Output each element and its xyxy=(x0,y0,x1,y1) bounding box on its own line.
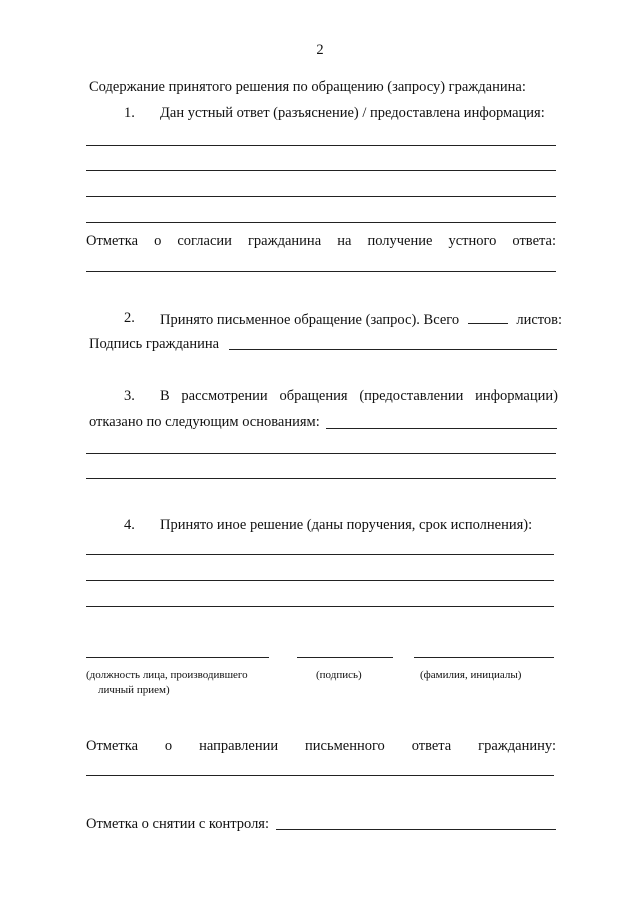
direction-word: Отметка xyxy=(86,738,139,754)
caption-position-line2: личный прием) xyxy=(98,684,170,696)
item3-word: (предоставлении xyxy=(359,388,464,404)
refusal-reason-line-1[interactable] xyxy=(326,428,557,429)
item2-text xyxy=(160,309,562,329)
item2-number: 2. xyxy=(124,310,135,326)
consent-word: ответа: xyxy=(512,233,556,249)
other-decision-line-2[interactable] xyxy=(86,580,554,581)
refusal-reason-line-3[interactable] xyxy=(86,478,556,479)
direction-word: о xyxy=(164,738,173,754)
official-position-line[interactable] xyxy=(86,657,269,658)
caption-position-line1: (должность лица, производившего xyxy=(86,669,248,681)
consent-word: на xyxy=(337,233,352,249)
control-removal-label: Отметка о снятии с контроля: xyxy=(86,816,269,832)
direction-word: направлении xyxy=(199,738,279,754)
section-header: Содержание принятого решения по обращению (запросу) гражданина: xyxy=(89,79,526,95)
official-name-line[interactable] xyxy=(414,657,554,658)
consent-word: Отметка xyxy=(86,233,139,249)
item3-line2: отказано по следующим основаниям: xyxy=(89,414,320,430)
consent-word: гражданина xyxy=(247,233,322,249)
item1-number: 1. xyxy=(124,105,135,121)
official-signature-line[interactable] xyxy=(297,657,393,658)
consent-word: согласии xyxy=(177,233,232,249)
citizen-signature-line[interactable] xyxy=(229,349,557,350)
other-decision-line-3[interactable] xyxy=(86,606,554,607)
item1-answer-line-1[interactable] xyxy=(86,145,556,146)
item3-word: информации) xyxy=(475,388,558,404)
caption-name: (фамилия, инициалы) xyxy=(420,669,522,681)
consent-line[interactable] xyxy=(86,271,556,272)
item3-word: обращения xyxy=(279,388,348,404)
consent-word: о xyxy=(154,233,162,249)
item3-word: В xyxy=(160,388,170,404)
control-removal-line[interactable] xyxy=(276,829,556,830)
other-decision-line-1[interactable] xyxy=(86,554,554,555)
direction-word: письменного xyxy=(305,738,385,754)
caption-signature: (подпись) xyxy=(316,669,362,681)
item3-number: 3. xyxy=(124,388,135,404)
item1-text: Дан устный ответ (разъяснение) / предоставлена информация: xyxy=(160,105,545,121)
consent-word: устного xyxy=(448,233,497,249)
item3-word: рассмотрении xyxy=(181,388,268,404)
direction-word: гражданину: xyxy=(478,738,556,754)
item2-text-before: Принято письменное обращение (запрос). Всего xyxy=(160,312,460,328)
page-number: 2 xyxy=(316,42,324,58)
sheets-count-field[interactable] xyxy=(468,309,508,324)
direction-line[interactable] xyxy=(86,775,554,776)
item3-line1 xyxy=(160,387,558,405)
refusal-reason-line-2[interactable] xyxy=(86,453,556,454)
item1-answer-line-4[interactable] xyxy=(86,222,556,223)
item4-text: Принято иное решение (даны поручения, срок исполнения): xyxy=(160,517,533,533)
consent-word: получение xyxy=(367,233,433,249)
direction-word: ответа xyxy=(411,738,452,754)
item4-number: 4. xyxy=(124,517,135,533)
consent-label xyxy=(86,232,556,250)
citizen-signature-label: Подпись гражданина xyxy=(89,336,220,352)
direction-label xyxy=(86,737,556,755)
item1-answer-line-3[interactable] xyxy=(86,196,556,197)
item1-answer-line-2[interactable] xyxy=(86,170,556,171)
item2-text-after: листов: xyxy=(516,312,563,328)
